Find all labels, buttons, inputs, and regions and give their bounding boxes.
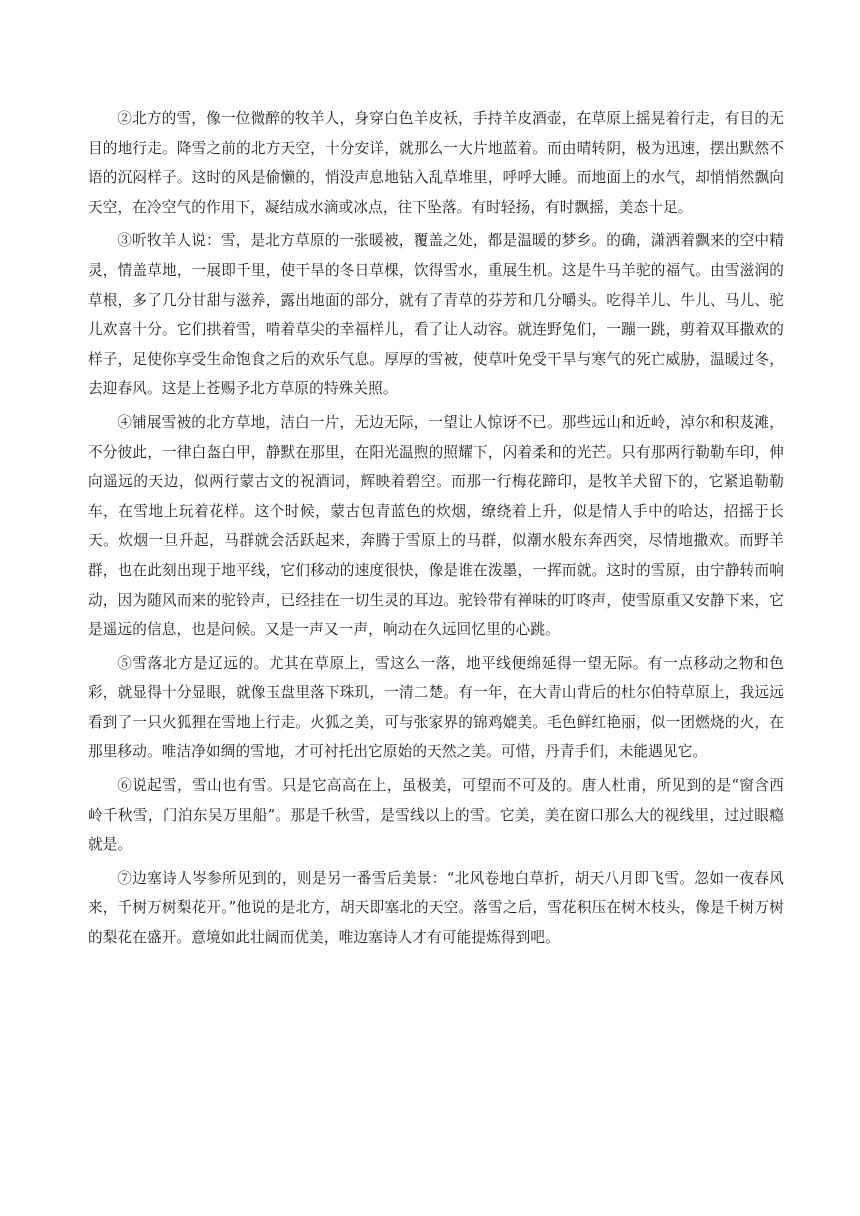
- paragraph-2: ②北方的雪，像一位微醉的牧羊人，身穿白色羊皮袄，手持羊皮酒壶，在草原上摇晃着行走，有目的无目的地行走。降雪之前的北方天空，十分安详，就那么一大片地蓝着。而由晴转阴，极为迅速，摆出默然不语的沉闷样子。这时的风是偷懒的，悄没声息地钻入乱草堆里，呼呼大睡。而地面上的水气，却悄悄然飘向天空，在冷空气的作用下，凝结成水滴或冰点，往下坠落。有时轻扬，有时飘摇，美态十足。: [88, 110, 784, 216]
- paragraph-4: ④铺展雪被的北方草地，洁白一片，无边无际，一望让人惊讶不已。那些远山和近岭，淖尔和积芨滩，不分彼此，一律白盔白甲，静默在那里，在阳光温煦的照耀下，闪着柔和的光芒。只有那两行勒勒车印，伸向遥远的天边，似两行蒙古文的祝酒词，辉映着碧空。而那一行梅花蹄印，是牧羊犬留下的，它紧追勒勒车，在雪地上玩着花样。这个时候，蒙古包青蓝色的炊烟，缭绕着上升，似是情人手中的哈达，招摇于长天。炊烟一旦升起，马群就会活跃起来，奔腾于雪原上的马群，似潮水般东奔西突，尽情地撒欢。而野羊群，也在此刻出现于地平线，它们移动的速度很快，像是谁在泼墨，一挥而就。这时的雪原，由宁静转而响动，因为随风而来的驼铃声，已经挂在一切生灵的耳边。驼铃带有禅味的叮咚声，使雪原重又安静下来，它是遥远的信息，也是问候。又是一声又一声，响动在久远回忆里的心跳。: [88, 413, 784, 639]
- paragraph-5: ⑤雪落北方是辽远的。尤其在草原上，雪这么一落，地平线便绵延得一望无际。有一点移动之物和色彩，就显得十分显眼，就像玉盘里落下珠玑，一清二楚。有一年，在大青山背后的杜尔伯特草原上，我远远看到了一只火狐狸在雪地上行走。火狐之美，可与张家界的锦鸡媲美。毛色鲜红艳丽，似一团燃烧的火，在那里移动。唯洁净如绸的雪地，才可衬托出它原始的天然之美。可惜，丹青手们，未能遇见它。: [88, 654, 784, 761]
- paragraph-3: ③听牧羊人说：雪，是北方草原的一张暖被，覆盖之处，都是温暖的梦乡。的确，潇洒着飘来的空中精灵，情盖草地，一展即千里，使干旱的冬日草棵，饮得雪水，重展生机。这是牛马羊驼的福气。由雪滋润的草根，多了几分甘甜与滋养，露出地面的部分，就有了青草的芬芳和几分嚼头。吃得羊儿、牛儿、马儿、驼儿欢喜十分。它们拱着雪，啃着草尖的幸福样儿，看了让人动容。就连野兔们，一蹦一跳，剪着双耳撒欢的样子，足使你享受生命饱食之后的欢乐气息。厚厚的雪被，使草叶免受干旱与寒气的死亡威胁，温暖过冬，去迎春风。这是上苍赐予北方草原的特殊关照。: [88, 232, 784, 398]
- paragraph-7: ⑦边塞诗人岑参所见到的，则是另一番雪后美景：“北风卷地白草折，胡天八月即飞雪。忽如一夜春风来，千树万树梨花开。”他说的是北方，胡天即塞北的天空。落雪之后，雪花积压在树木枝头，像是千树万树的梨花在盛开。意境如此壮阔而优美，唯边塞诗人才有可能提炼得到吧。: [88, 869, 784, 947]
- article-body: [88, 104, 784, 953]
- paragraph-6: ⑥说起雪，雪山也有雪。只是它高高在上，虽极美，可望而不可及的。唐人杜甫，所见到的是“窗含西岭千秋雪，门泊东吴万里船”。那是千秋雪，是雪线以上的雪。它美，美在窗口那么大的视线里，过过眼瘾就是。: [88, 777, 784, 854]
